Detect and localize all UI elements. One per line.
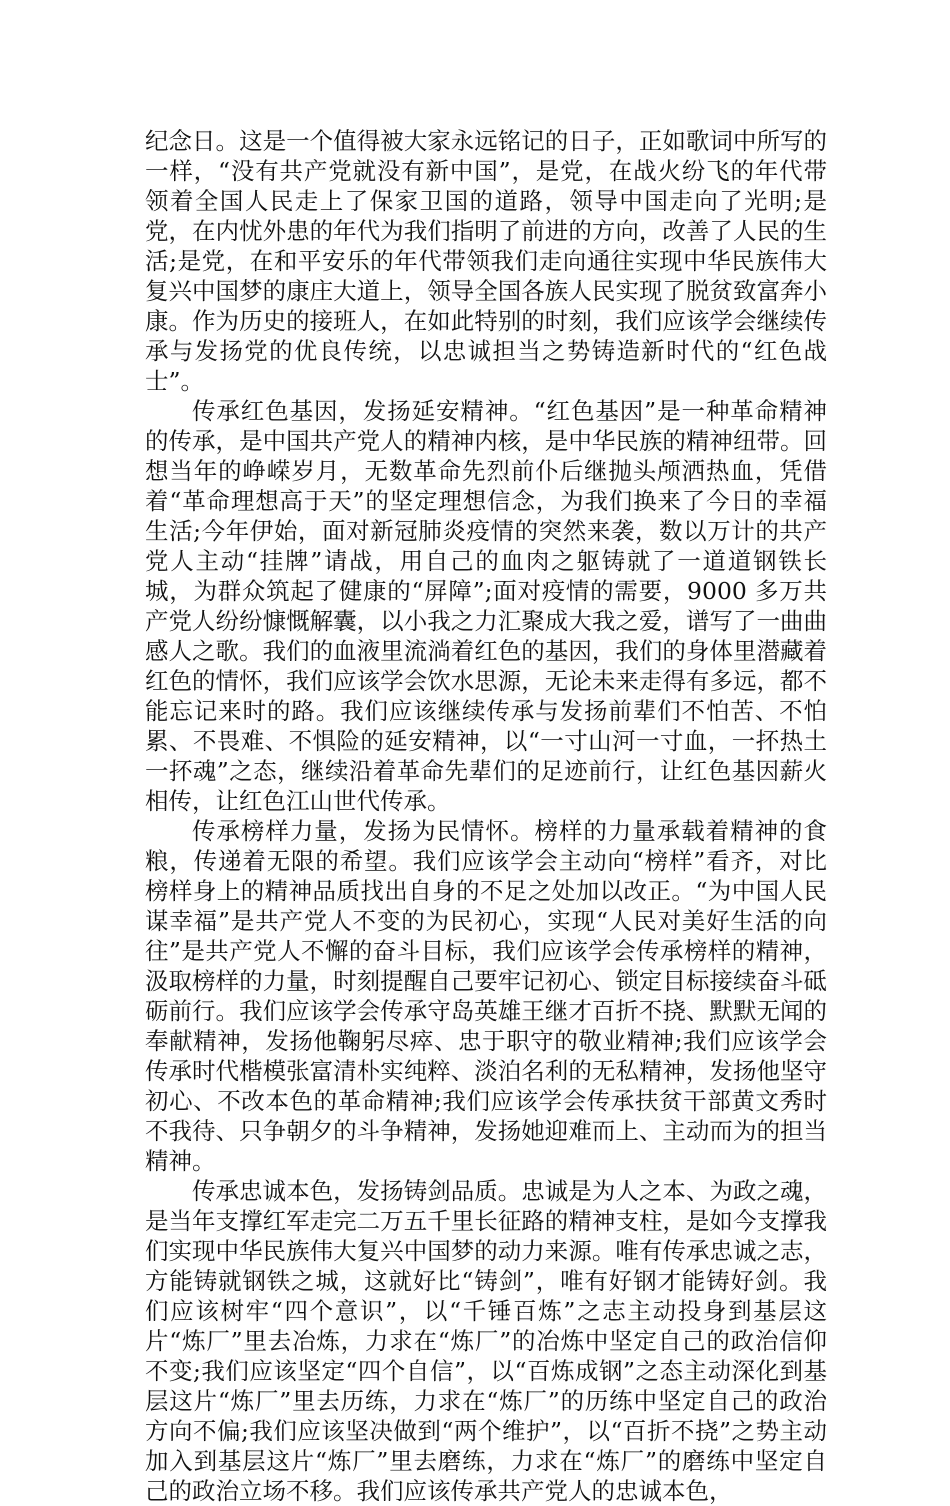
paragraph-intro: 纪念日。这是一个值得被大家永远铭记的日子，正如歌词中所写的一样，“没有共产党就没有新中国”，是党，在战火纷飞的年代带领着全国人民走上了保家卫国的道路，领导中国走向了光明;是党，在内忧外患的年代为我们指明了前进的方向，改善了人民的生活;是党，在和平安乐的年代带领我们走向通往实现中华民族伟大复兴中国梦的康庄大道上，领导全国各族人民实现了脱贫致富奔小康。作为历史的接班人，在如此特别的时刻，我们应该学会继续传承与发扬党的优良传统，以忠诚担当之势铸造新时代的“红色战士”。: [145, 127, 827, 395]
document-body: [145, 126, 827, 1506]
paragraph-role-model: 传承榜样力量，发扬为民情怀。榜样的力量承载着精神的食粮，传递着无限的希望。我们应该学会主动向“榜样”看齐，对比榜样身上的精神品质找出自身的不足之处加以改正。“为中国人民谋幸福”是共产党人不变的为民初心，实现“人民对美好生活的向往”是共产党人不懈的奋斗目标，我们应该学会传承榜样的精神，汲取榜样的力量，时刻提醒自己要牢记初心、锁定目标接续奋斗砥砺前行。我们应该学会传承守岛英雄王继才百折不挠、默默无闻的奉献精神，发扬他鞠躬尽瘁、忠于职守的敬业精神;我们应该学会传承时代楷模张富清朴实纯粹、淡泊名利的无私精神，发扬他坚守初心、不改本色的革命精神;我们应该学会传承扶贫干部黄文秀时不我待、只争朝夕的斗争精神，发扬她迎难而上、主动而为的担当精神。: [145, 817, 827, 1175]
paragraph-loyalty: 传承忠诚本色，发扬铸剑品质。忠诚是为人之本、为政之魂，是当年支撑红军走完二万五千里长征路的精神支柱，是如今支撑我们实现中华民族伟大复兴中国梦的动力来源。唯有传承忠诚之志，方能铸就钢铁之城，这就好比“铸剑”，唯有好钢才能铸好剑。我们应该树牢“四个意识”，以“千锤百炼”之志主动投身到基层这片“炼厂”里去冶炼，力求在“炼厂”的冶炼中坚定自己的政治信仰不变;我们应该坚定“四个自信”，以“百炼成钢”之态主动深化到基层这片“炼厂”里去历练，力求在“炼厂”的历练中坚定自己的政治方向不偏;我们应该坚决做到“两个维护”，以“百折不挠”之势主动加入到基层这片“炼厂”里去磨练，力求在“炼厂”的磨练中坚定自己的政治立场不移。我们应该传承共产党人的忠诚本色，: [145, 1177, 827, 1505]
paragraph-red-gene: 传承红色基因，发扬延安精神。“红色基因”是一种革命精神的传承，是中国共产党人的精神内核，是中华民族的精神纽带。回想当年的峥嵘岁月，无数革命先烈前仆后继抛头颅洒热血，凭借着“革命理想高于天”的坚定理想信念，为我们换来了今日的幸福生活;今年伊始，面对新冠肺炎疫情的突然来袭，数以万计的共产党人主动“挂牌”请战，用自己的血肉之躯铸就了一道道钢铁长城，为群众筑起了健康的“屏障”;面对疫情的需要，9000 多万共产党人纷纷慷慨解囊，以小我之力汇聚成大我之爱，谱写了一曲曲感人之歌。我们的血液里流淌着红色的基因，我们的身体里潜藏着红色的情怀，我们应该学会饮水思源，无论未来走得有多远，都不能忘记来时的路。我们应该继续传承与发扬前辈们不怕苦、不怕累、不畏难、不惧险的延安精神，以“一寸山河一寸血，一抔热土一抔魂”之态，继续沿着革命先辈们的足迹前行，让红色基因薪火相传，让红色江山世代传承。: [145, 397, 827, 815]
